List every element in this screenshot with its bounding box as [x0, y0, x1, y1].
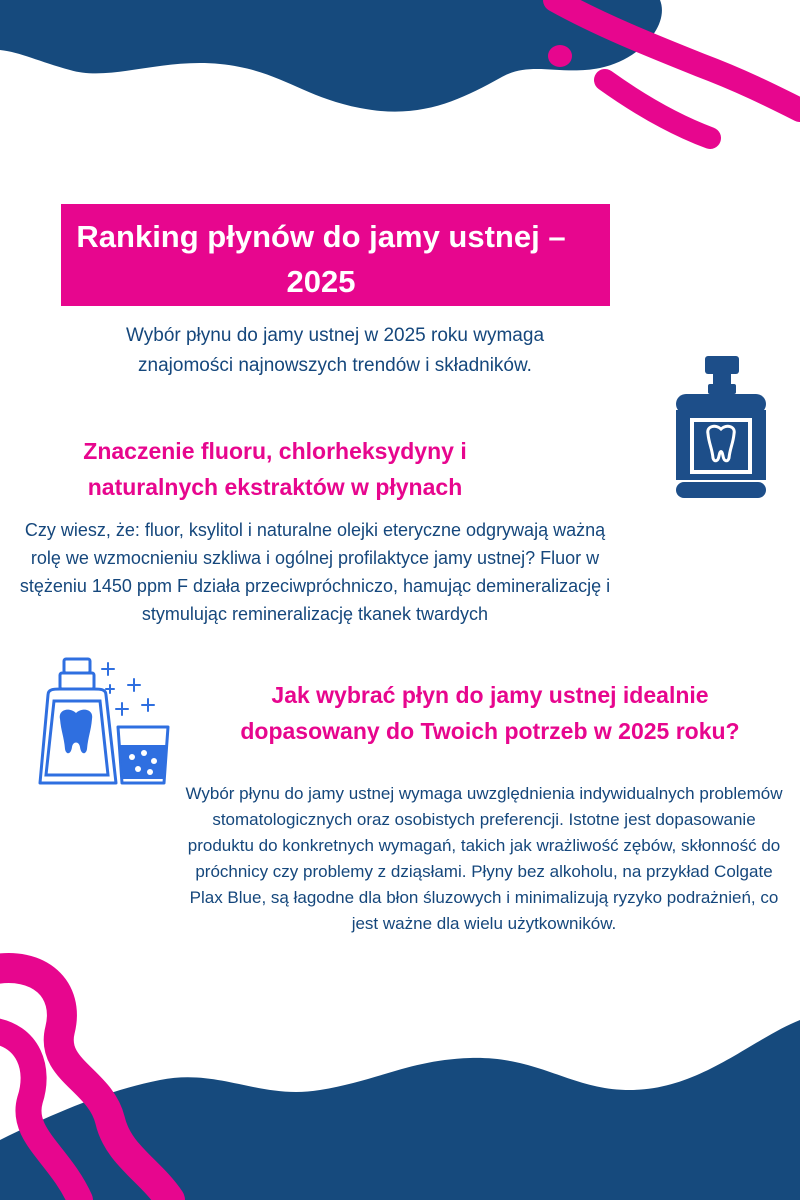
- section-heading-choosing: Jak wybrać płyn do jamy ustnej idealnie dopasowany do Twoich potrzeb w 2025 roku?: [240, 682, 740, 744]
- mouthwash-bottle-tooth-icon: [668, 354, 768, 502]
- section-body-fluoride: Czy wiesz, że: fluor, ksylitol i naturalne olejki eteryczne odgrywają ważną rolę we wzmocnieniu szkliwa i ogólnej profilaktyce jamy ustnej? Fluor w stężeniu 1450 ppm F działa przeciwpróchniczo, hamując demineralizację i stymulując remineralizację tkanek twardych: [19, 520, 611, 624]
- section-heading-fluoride: Znaczenie fluoru, chlorheksydyny i naturalnych ekstraktów w płynach: [83, 438, 467, 500]
- page-title: Ranking płynów do jamy ustnej – 2025: [76, 219, 566, 299]
- section-body-choosing: Wybór płynu do jamy ustnej wymaga uwzględnienia indywidualnych problemów stomatologicznych oraz osobistych preferencji. Istotne jest dopasowanie produktu do konkretnych wymagań, takich jak wrażliwość zębów, skłonność do próchnicy czy problemy z dziąsłami. Płyny bez alkoholu, na przykład Colgate Plax Blue, są łagodne dla błon śluzowych i minimalizują ryzyko podrażnień, co jest ważne dla wielu użytkowników.: [185, 784, 783, 933]
- intro-text: Wybór płynu do jamy ustnej w 2025 roku wymaga znajomości najnowszych trendów i składników.: [125, 325, 545, 376]
- bottom-wave-decoration: [0, 940, 800, 1200]
- title-banner: [61, 204, 610, 306]
- top-wave-decoration: [0, 0, 800, 170]
- mouthwash-bottle-glass-icon: [36, 655, 176, 790]
